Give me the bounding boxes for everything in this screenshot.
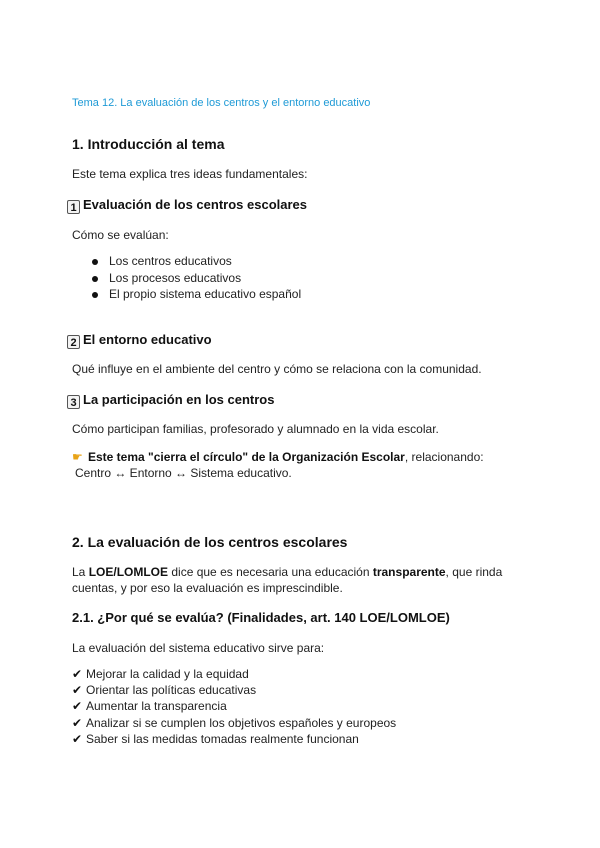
closing-note-rest: , relacionando: xyxy=(404,450,484,464)
number-1-icon: 1 xyxy=(67,200,80,214)
section-2-paragraph: La LOE/LOMLOE dice que es necesaria una educación transparente, que rinda xyxy=(72,565,503,579)
idea-3-heading xyxy=(67,392,274,409)
closing-note-bold: Este tema "cierra el círculo" de la Organización Escolar xyxy=(88,450,405,464)
section-1-heading: 1. Introducción al tema xyxy=(72,136,225,152)
section-2-heading: 2. La evaluación de los centros escolares xyxy=(72,534,348,550)
idea-1-lead: Cómo se evalúan: xyxy=(72,228,169,242)
idea-2-title: El entorno educativo xyxy=(83,332,212,347)
list-item: ✔ Orientar las políticas educativas xyxy=(72,683,257,698)
document-title: Tema 12. La evaluación de los centros y el entorno educativo xyxy=(72,97,371,109)
idea-3-text: Cómo participan familias, profesorado y alumnado en la vida escolar. xyxy=(72,422,439,436)
section-2-paragraph-line-2: cuentas, y por eso la evaluación es imprescindible. xyxy=(72,581,343,595)
idea-1-heading xyxy=(67,197,307,214)
list-item: ✔ Mejorar la calidad y la equidad xyxy=(72,667,249,681)
check-icon: ✔ xyxy=(72,699,83,714)
bullet-icon xyxy=(92,292,98,298)
list-item: ✔ Aumentar la transparencia xyxy=(72,699,227,714)
check-icon: ✔ xyxy=(72,683,83,698)
bullet-icon xyxy=(92,276,98,282)
evaluation-targets-list xyxy=(92,253,301,303)
list-item: Los procesos educativos xyxy=(92,270,301,287)
closing-note xyxy=(72,450,484,464)
list-item: Los centros educativos xyxy=(92,253,301,270)
idea-2-heading xyxy=(67,332,212,349)
list-item: ✔ Saber si las medidas tomadas realmente funcionan xyxy=(72,731,359,746)
check-icon: ✔ xyxy=(72,667,83,681)
list-item: El propio sistema educativo español xyxy=(92,286,301,303)
section-1-intro: Este tema explica tres ideas fundamentales: xyxy=(72,167,308,181)
purposes-list xyxy=(72,666,396,747)
idea-1-title: Evaluación de los centros escolares xyxy=(83,197,307,212)
idea-3-title: La participación en los centros xyxy=(83,392,275,407)
check-icon: ✔ xyxy=(72,715,83,730)
number-3-icon: 3 xyxy=(67,395,80,409)
idea-2-text: Qué influye en el ambiente del centro y cómo se relaciona con la comunidad. xyxy=(72,362,482,376)
subsection-2-1-heading: 2.1. ¿Por qué se evalúa? (Finalidades, art. 140 LOE/LOMLOE) xyxy=(72,610,450,625)
number-2-icon: 2 xyxy=(67,335,80,349)
closing-note-line-2: Centro ↔ Entorno ↔ Sistema educativo. xyxy=(75,466,292,480)
list-item: ✔ Analizar si se cumplen los objetivos españoles y europeos xyxy=(72,715,397,730)
check-icon: ✔ xyxy=(72,731,83,746)
bullet-icon xyxy=(92,259,98,265)
pointing-hand-icon: ☛ xyxy=(72,450,83,464)
subsection-2-1-intro: La evaluación del sistema educativo sirve para: xyxy=(72,641,325,655)
